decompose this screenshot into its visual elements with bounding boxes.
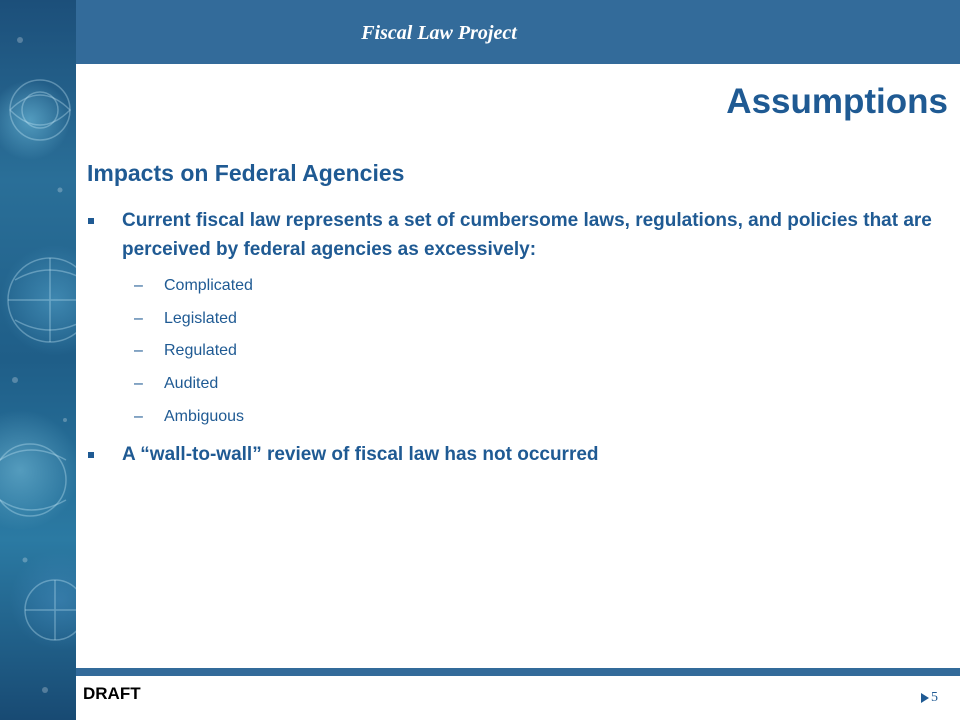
dash-icon: – bbox=[134, 408, 143, 425]
sub-list-item-label: Legislated bbox=[164, 310, 237, 327]
page-number bbox=[921, 690, 938, 706]
dash-icon: – bbox=[134, 342, 143, 359]
sub-list-item bbox=[134, 408, 244, 426]
sub-list-item-label: Ambiguous bbox=[164, 408, 245, 425]
slide-title: Assumptions bbox=[726, 82, 948, 121]
bullet-text: Current fiscal law represents a set of cumbersome laws, regulations, and policies that are perceived by federal agencies as excessively: bbox=[122, 210, 932, 260]
header-title: Fiscal Law Project bbox=[361, 22, 517, 44]
dash-icon: – bbox=[134, 277, 143, 294]
sub-list-item-label: Complicated bbox=[164, 277, 253, 294]
globe-pattern-icon bbox=[0, 0, 76, 720]
dash-icon: – bbox=[134, 375, 143, 392]
dash-icon: – bbox=[134, 310, 143, 327]
footer-rule bbox=[76, 668, 960, 676]
sub-list-item bbox=[134, 375, 218, 393]
square-bullet-icon bbox=[88, 452, 94, 458]
triangle-right-icon bbox=[921, 693, 929, 703]
bullet-text: A “wall-to-wall” review of fiscal law has not occurred bbox=[122, 444, 599, 465]
sub-list-item-label: Audited bbox=[164, 375, 219, 392]
decorative-side-panel bbox=[0, 0, 76, 720]
slide-subtitle: Impacts on Federal Agencies bbox=[87, 160, 405, 186]
sub-list-item bbox=[134, 277, 253, 295]
draft-label: DRAFT bbox=[83, 684, 141, 703]
sub-list-item bbox=[134, 342, 237, 360]
square-bullet-icon bbox=[88, 218, 94, 224]
sub-list-item-label: Regulated bbox=[164, 342, 237, 359]
page-number-value: 5 bbox=[931, 690, 938, 705]
sub-list-item bbox=[134, 310, 237, 328]
